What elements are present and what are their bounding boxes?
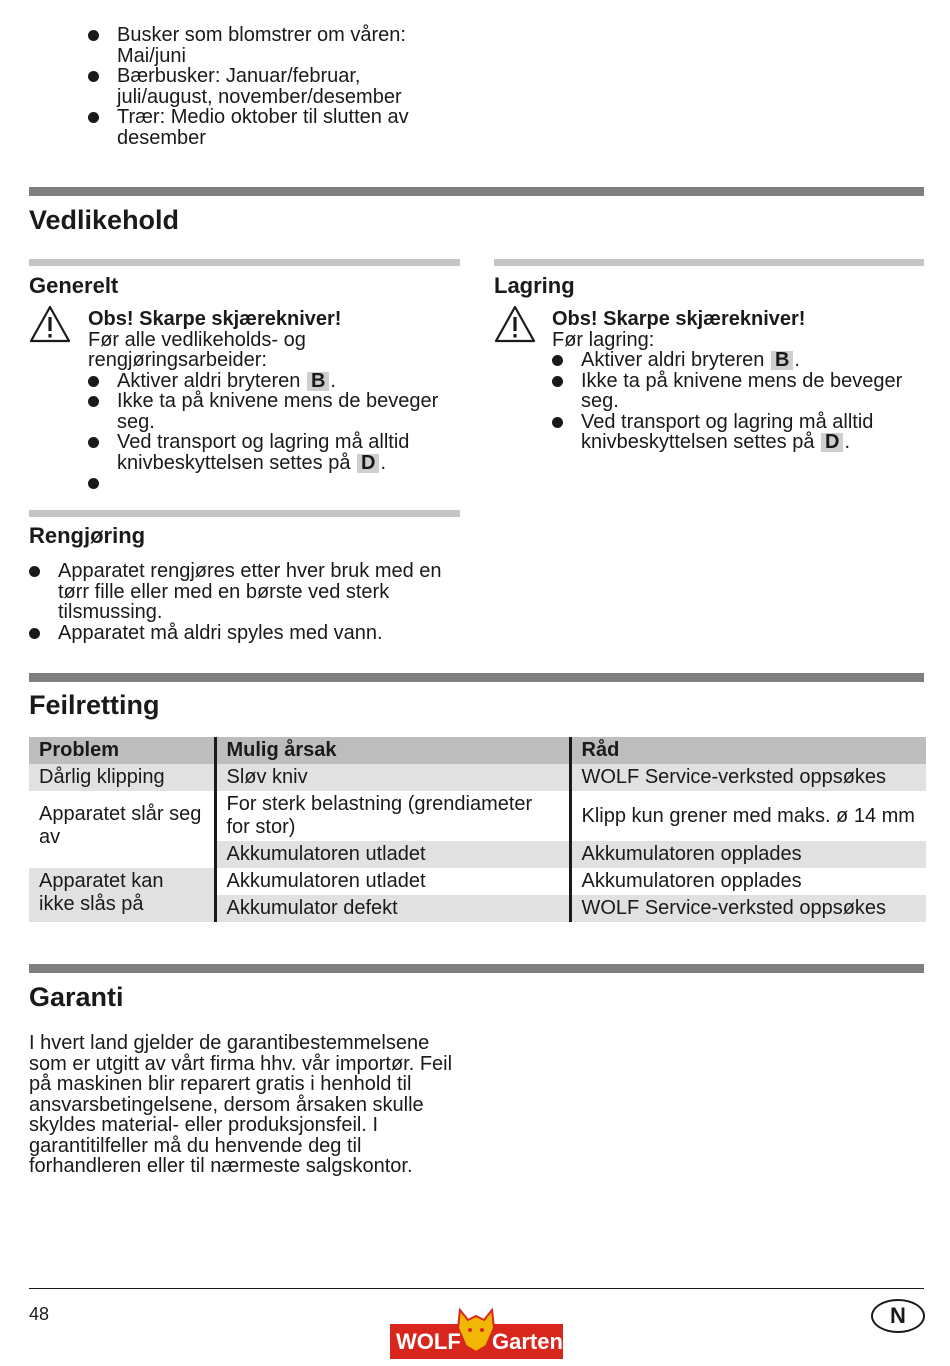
table-row [29, 764, 926, 791]
section-divider [29, 673, 924, 682]
list-item: Ved transport og lagring må alltid knivbeskyttelsen settes på D . [88, 432, 450, 473]
warning-title: Obs! Skarpe skjærekniver! [552, 308, 806, 330]
subsection-heading-cleaning: Rengjøring [29, 523, 146, 548]
warning-triangle-icon [29, 305, 71, 343]
list-item: Trær: Medio oktober til slutten av desember [88, 107, 428, 148]
key-label-d: D [357, 454, 379, 473]
list-item: Apparatet må aldri spyles med vann. [29, 623, 459, 644]
table-header-row [29, 737, 926, 764]
table-cell-cause: For sterk belastning (grendiameter for stor) [215, 791, 570, 841]
key-label-d: D [821, 433, 843, 452]
table-row [29, 868, 926, 895]
table-cell-advice: WOLF Service-verksted oppsøkes [570, 895, 926, 922]
warning-block-storage [552, 309, 924, 453]
table-cell-problem: Dårlig klipping [29, 764, 215, 791]
key-label-b: B [307, 372, 329, 391]
table-cell-cause: Akkumulatoren utladet [215, 841, 570, 868]
list-item: Aktiver aldri bryteren B . [88, 371, 450, 392]
logo-text-wolf: WOLF [396, 1329, 461, 1354]
section-heading-troubleshooting: Feilretting [29, 690, 160, 720]
list-item: Bærbusker: Januar/februar, juli/august, november/desember [88, 66, 428, 107]
list-item: Ikke ta på knivene mens de beveger seg. [88, 391, 450, 432]
list-item [88, 473, 450, 494]
list-item: Ikke ta på knivene mens de beveger seg. [552, 371, 924, 412]
list-item: Ved transport og lagring må alltid knivbeskyttelsen settes på D . [552, 412, 924, 453]
section-heading-maintenance: Vedlikehold [29, 205, 180, 235]
cleaning-list [29, 561, 459, 643]
key-label-b: B [771, 351, 793, 370]
subsection-heading-storage: Lagring [494, 273, 575, 298]
page-number: 48 [29, 1304, 50, 1324]
warranty-text: I hvert land gjelder de garantibestemmelsene som er utgitt av vårt firma hhv. vår importør. Feil på maskinen blir reparert gratis i henhold til ansvarsbetingelsene, dersom årsaken skulle skyldes material- eller produksjonsfeil. I garantitilfeller må du henvende deg til forhandleren eller til nærmeste salgskontor. [29, 1032, 453, 1177]
table-cell-cause: Sløv kniv [215, 764, 570, 791]
list-item: Aktiver aldri bryteren B . [552, 350, 924, 371]
footer-divider [29, 1288, 924, 1289]
table-row [29, 791, 926, 841]
table-cell-advice: Akkumulatoren opplades [570, 868, 926, 895]
table-cell-advice: Akkumulatoren opplades [570, 841, 926, 868]
section-divider [29, 187, 924, 196]
warning-block-general [88, 309, 450, 494]
troubleshooting-table [29, 737, 926, 922]
table-cell-advice: WOLF Service-verksted oppsøkes [570, 764, 926, 791]
country-badge: N [871, 1299, 925, 1333]
subsection-divider [29, 510, 460, 517]
column-header-problem: Problem [29, 737, 215, 764]
section-heading-warranty: Garanti [29, 982, 124, 1012]
list-item: Busker som blomstrer om våren: Mai/juni [88, 25, 428, 66]
table-cell-cause: Akkumulatoren utladet [215, 868, 570, 895]
warning-text: Før alle vedlikeholds- og rengjøringsarbeider: [88, 328, 306, 371]
column-header-cause: Mulig årsak [215, 737, 570, 764]
logo-text-garten: Garten [492, 1329, 563, 1354]
subsection-divider [29, 259, 460, 266]
table-cell-advice: Klipp kun grener med maks. ø 14 mm [570, 791, 926, 841]
warning-triangle-icon [494, 305, 536, 343]
warning-text: Før lagring: [552, 328, 655, 351]
subsection-heading-general: Generelt [29, 273, 119, 298]
list-item: Apparatet rengjøres etter hver bruk med en tørr fille eller med en børste ved sterk tilsmussing. [29, 561, 459, 623]
subsection-divider [494, 259, 924, 266]
table-cell-problem: Apparatet slår seg av [29, 791, 215, 868]
wolf-garten-logo [390, 1306, 563, 1361]
column-header-advice: Råd [570, 737, 926, 764]
warning-title: Obs! Skarpe skjærekniver! [88, 308, 342, 330]
table-cell-problem: Apparatet kan ikke slås på [29, 868, 215, 922]
section-divider [29, 964, 924, 973]
table-cell-cause: Akkumulator defekt [215, 895, 570, 922]
general-list [88, 371, 450, 494]
intro-list [88, 25, 428, 148]
storage-list [552, 350, 924, 453]
